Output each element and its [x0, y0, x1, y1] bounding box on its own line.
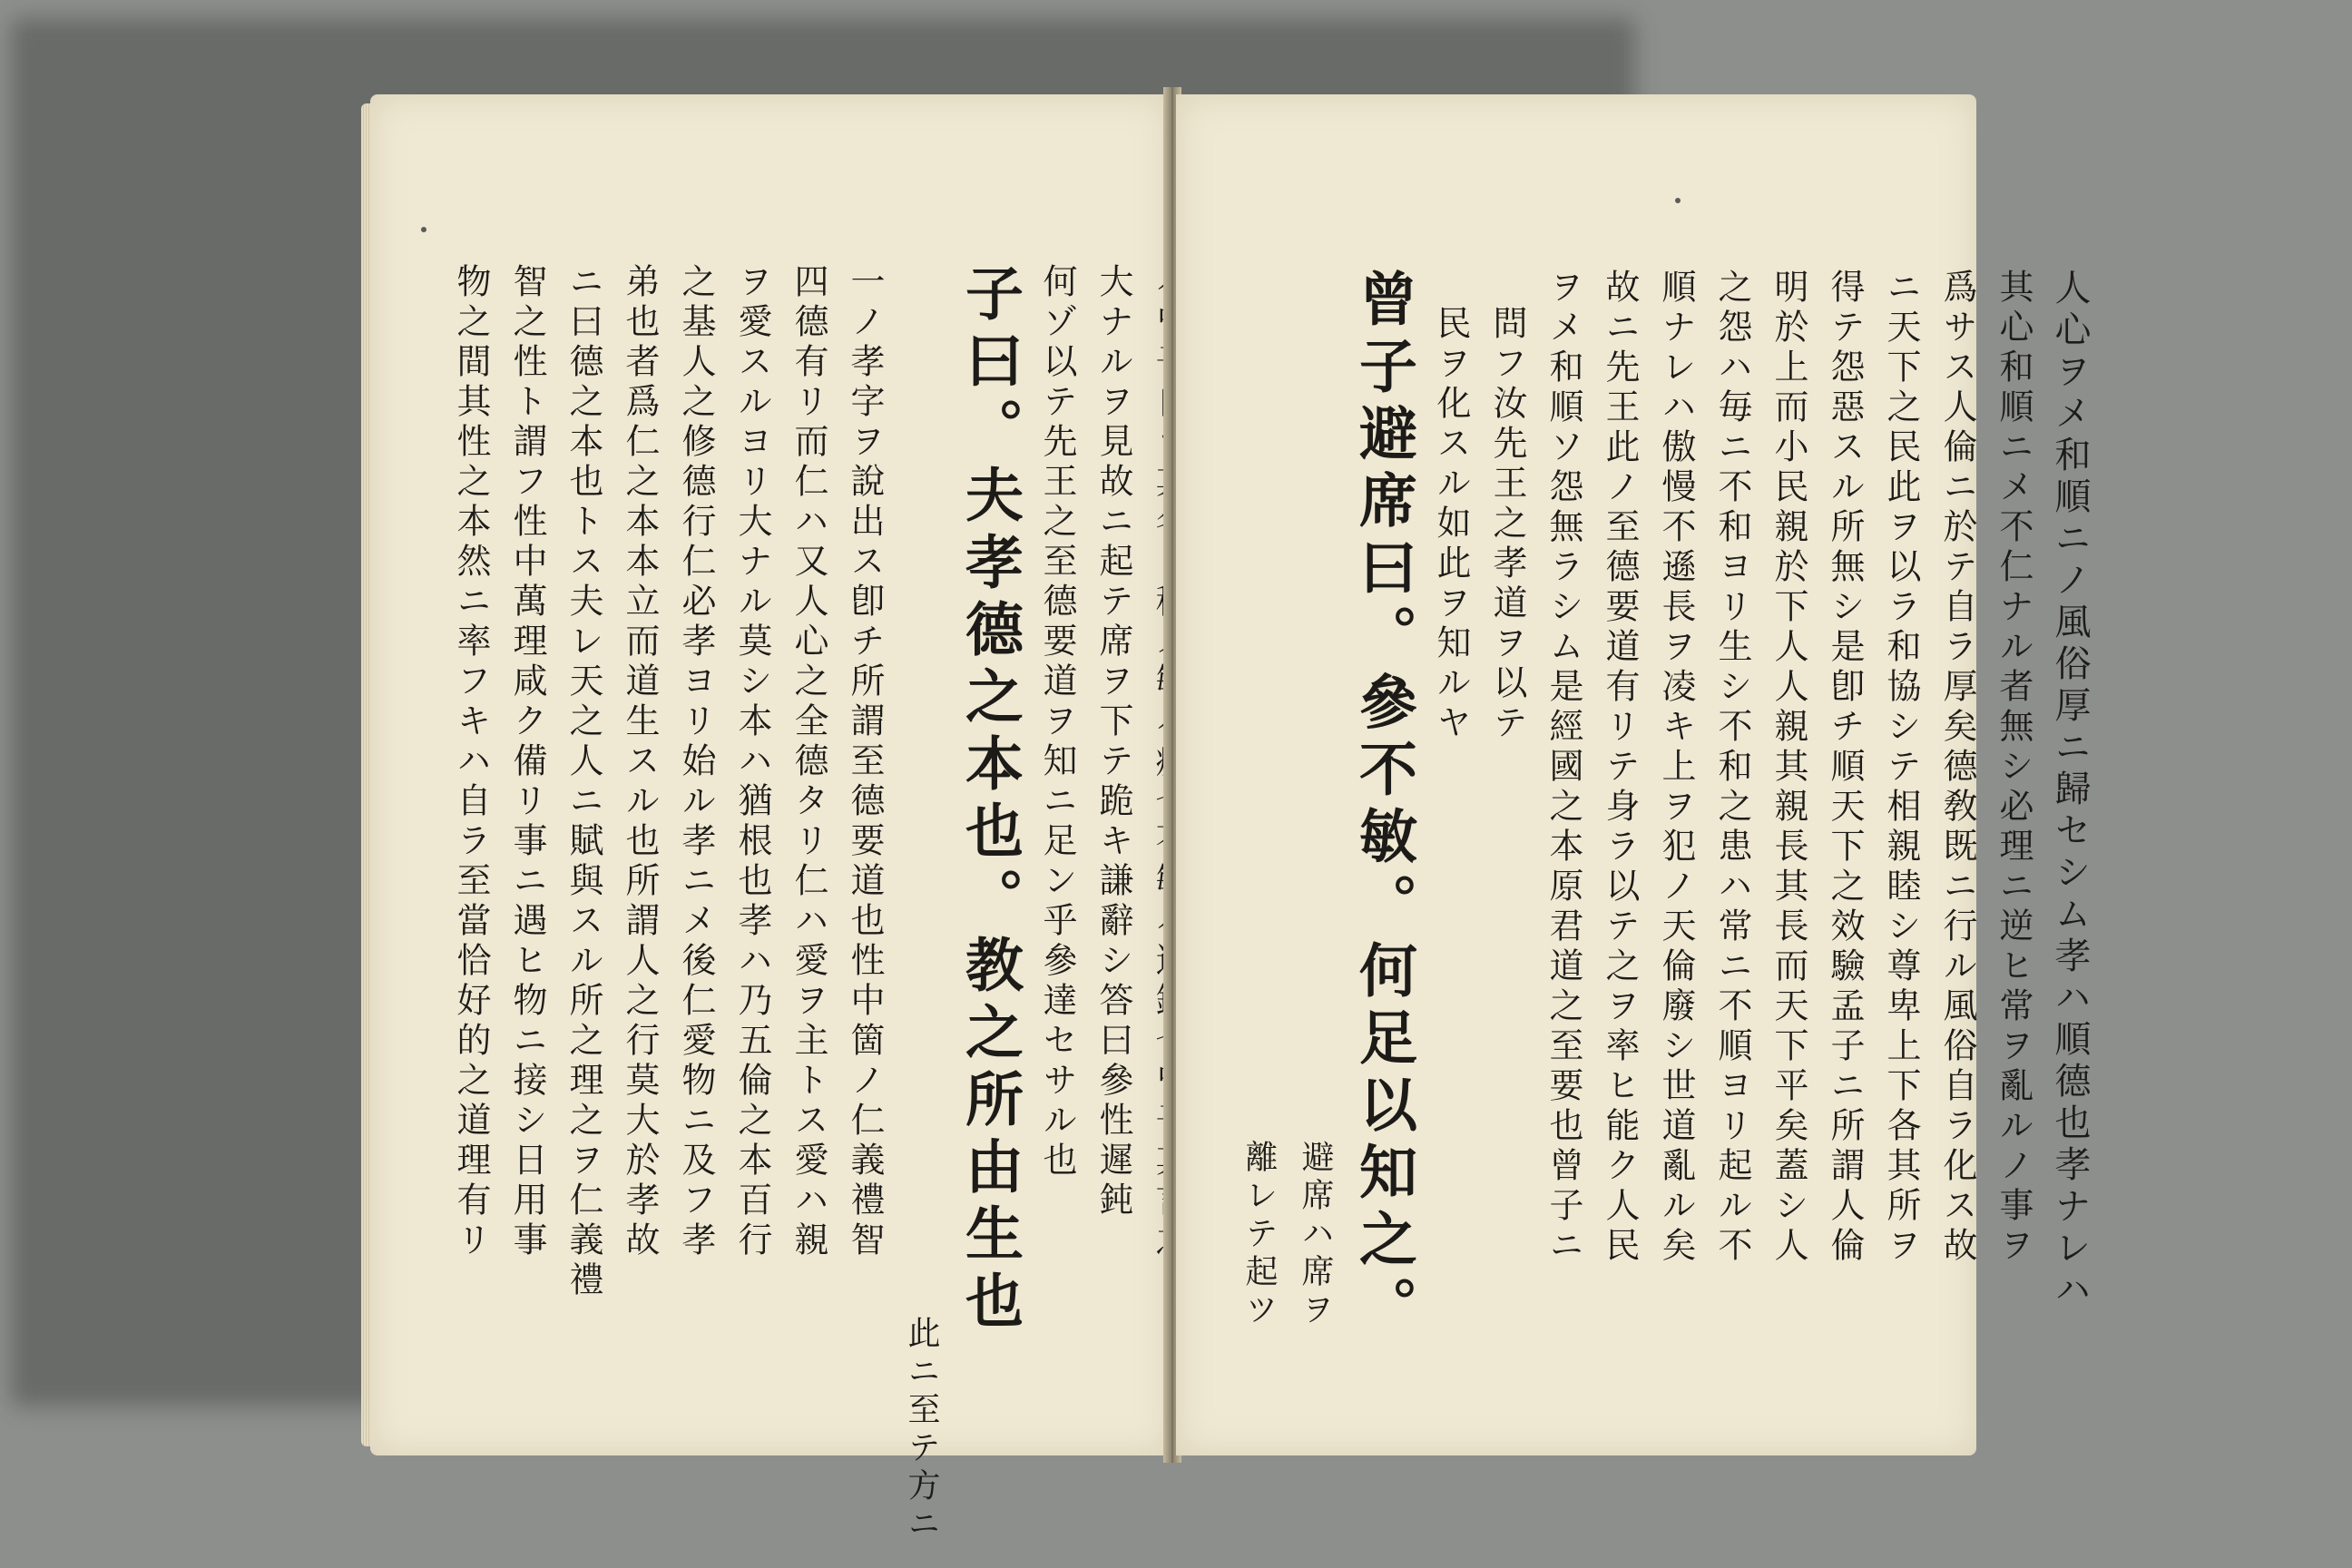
left-page-text	[443, 263, 1254, 1544]
text-column: 大ナルヲ見故ニ起テ席ヲ下テ跪キ謙辭シ答曰參性遲鈍	[1093, 263, 1133, 1221]
text-column: 故ニ先王此ノ至德要道有リテ身ラ以テ之ヲ率ヒ能ク人民	[1600, 269, 1640, 1267]
text-column: 何ゾ以テ先王之至德要道ヲ知ニ足ン乎參達セサル也	[1037, 263, 1077, 1181]
text-column: 物之間其性之本然ニ率フキハ自ラ至當恰好的之道理有リ	[451, 263, 491, 1261]
main-text-heading: 曾子避席曰。參不敏。何足以知之。	[1349, 269, 1417, 1343]
text-column: ニ曰德之本也トス夫レ天之人ニ賦與スル所之理之ヲ仁義禮	[564, 263, 603, 1301]
commentary-note: 離レテ起ツ	[1240, 1140, 1278, 1330]
text-column: 一ノ孝字ヲ說出ス卽チ所謂至德要道也性中箇ノ仁義禮智	[845, 263, 885, 1261]
right-page-text	[1230, 269, 2098, 1448]
text-column: 明於上而小民親於下人人親其親長其長而天下平矣蓋シ人	[1769, 269, 1808, 1267]
open-book	[361, 78, 2091, 1544]
commentary-note: 避席ハ席ヲ	[1297, 1140, 1334, 1330]
main-text-heading: 子曰。夫孝德之本也。教之所由生也	[956, 263, 1024, 1338]
text-column: 順ナレハ傲慢不遜長ヲ凌キ上ヲ犯ノ天倫廢シ世道亂ル矣	[1656, 269, 1696, 1267]
text-column: 之怨ハ毎ニ不和ヨリ生シ不和之患ハ常ニ不順ヨリ起ル不	[1712, 269, 1752, 1267]
text-column: ヲ愛スルヨリ大ナル莫シ本ハ猶根也孝ハ乃五倫之本百行	[732, 263, 772, 1261]
text-column: 爲サス人倫ニ於テ自ラ厚矣德敎既ニ行ル風俗自ラ化ス故	[1937, 269, 1977, 1267]
text-column: ヲメ和順ソ怨無ラシム是經國之本原君道之至要也曾子ニ	[1544, 269, 1583, 1267]
text-column: 得テ怨惡スル所無シ是卽チ順天下之效驗孟子ニ所謂人倫	[1825, 269, 1865, 1267]
text-column: 其心和順ニメ不仁ナル者無シ必理ニ逆ヒ常ヲ亂ルノ事ヲ	[1994, 269, 2034, 1267]
left-page	[370, 94, 1171, 1544]
commentary-intro: 此ニ至テ方ニ	[903, 1316, 940, 1544]
text-column: 民ヲ化スル如此ヲ知ルヤ	[1431, 305, 1471, 744]
text-column: 人心ヲメ和順ニノ風俗厚ニ歸セシム孝ハ順德也孝ナレハ	[2049, 269, 2091, 1312]
paper-spot	[421, 227, 426, 232]
right-page	[1176, 94, 2091, 1455]
text-column: ニ天下之民此ヲ以ラ和協シテ相親睦シ尊卑上下各其所ヲ	[1881, 269, 1921, 1267]
text-column: 弟也者爲仁之本本立而道生スル也所謂人之行莫大於孝故	[620, 263, 660, 1261]
text-column: 智之性ト謂フ性中萬理咸ク備リ事ニ遇ヒ物ニ接シ日用事	[507, 263, 547, 1261]
text-column: 問フ汝先王之孝道ヲ以テ	[1487, 305, 1527, 744]
paper-spot	[1675, 198, 1681, 203]
text-column: 四德有リ而仁ハ又人心之全德タリ仁ハ愛ヲ主トス愛ハ親	[789, 263, 828, 1261]
text-column: 之基人之修德行仁必孝ヨリ始ル孝ニメ後仁愛物ニ及フ孝	[676, 263, 716, 1261]
